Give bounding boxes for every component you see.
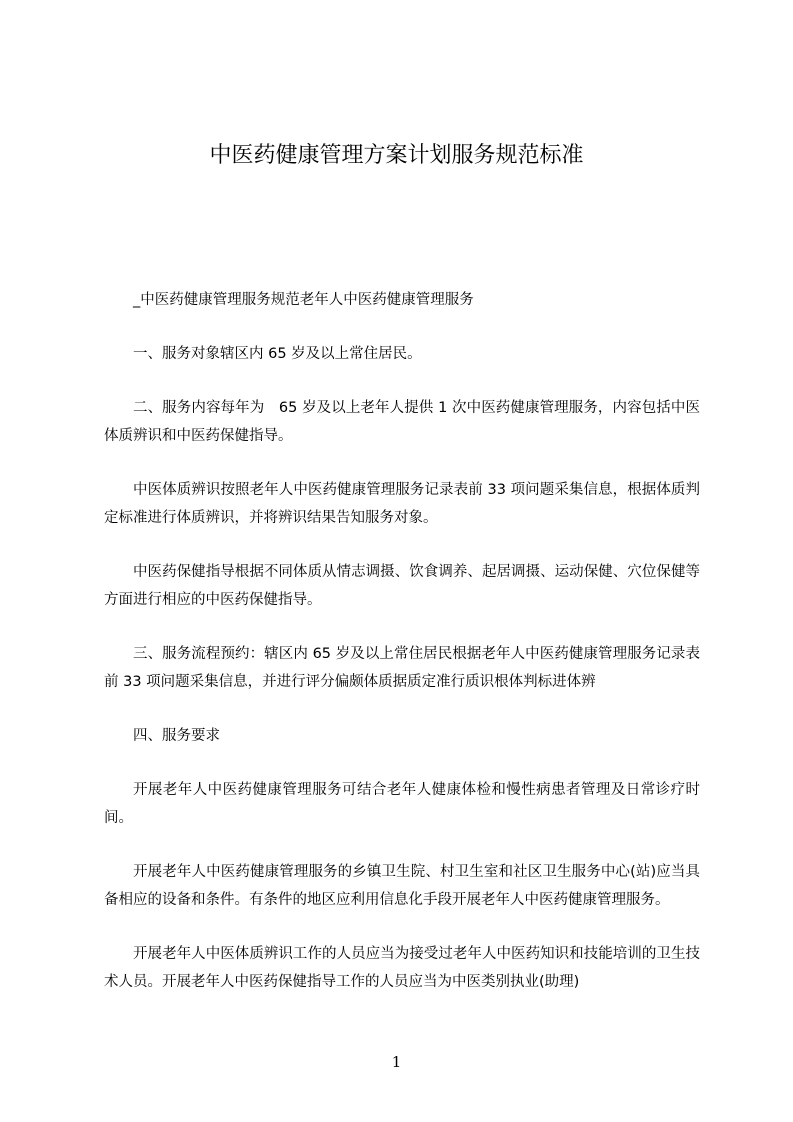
paragraph-service-content: 二、服务内容每年为 65 岁及以上老年人提供 1 次中医药健康管理服务，内容包括中医体质辨识和中医药保健指导。: [104, 400, 700, 444]
page-number: 1: [391, 1053, 402, 1071]
paragraph-health-guidance: 中医药保健指导根据不同体质从情志调摄、饮食调养、起居调摄、运动保健、穴位保健等方面进行相应的中医药保健指导。: [104, 564, 700, 608]
paragraph-service-process: 三、服务流程预约：辖区内 65 岁及以上常住居民根据老年人中医药健康管理服务记录表前 33 项问题采集信息，并进行评分偏颇体质据质定准行质识根体判标进体辨: [104, 646, 700, 690]
paragraph-requirement-combined-checkup: 开展老年人中医药健康管理服务可结合老年人健康体检和慢性病患者管理及日常诊疗时间。: [104, 782, 700, 826]
paragraph-service-target: 一、服务对象辖区内 65 岁及以上常住居民。: [133, 346, 422, 362]
paragraph-subtitle: _中医药健康管理服务规范老年人中医药健康管理服务: [133, 292, 474, 308]
paragraph-requirement-personnel: 开展老年人中医体质辨识工作的人员应当为接受过老年人中医药知识和技能培训的卫生技术人员。开展老年人中医药保健指导工作的人员应当为中医类别执业(助理): [104, 946, 700, 990]
paragraph-constitution-identification: 中医体质辨识按照老年人中医药健康管理服务记录表前 33 项问题采集信息，根据体质判定标准进行体质辨识，并将辨识结果告知服务对象。: [104, 482, 700, 526]
paragraph-service-requirements-heading: 四、服务要求: [133, 728, 220, 744]
paragraph-requirement-facilities: 开展老年人中医药健康管理服务的乡镇卫生院、村卫生室和社区卫生服务中心(站)应当具备相应的设备和条件。有条件的地区应利用信息化手段开展老年人中医药健康管理服务。: [104, 864, 700, 908]
document-body: [104, 286, 700, 1022]
document-title: 中医药健康管理方案计划服务规范标准: [209, 143, 584, 168]
